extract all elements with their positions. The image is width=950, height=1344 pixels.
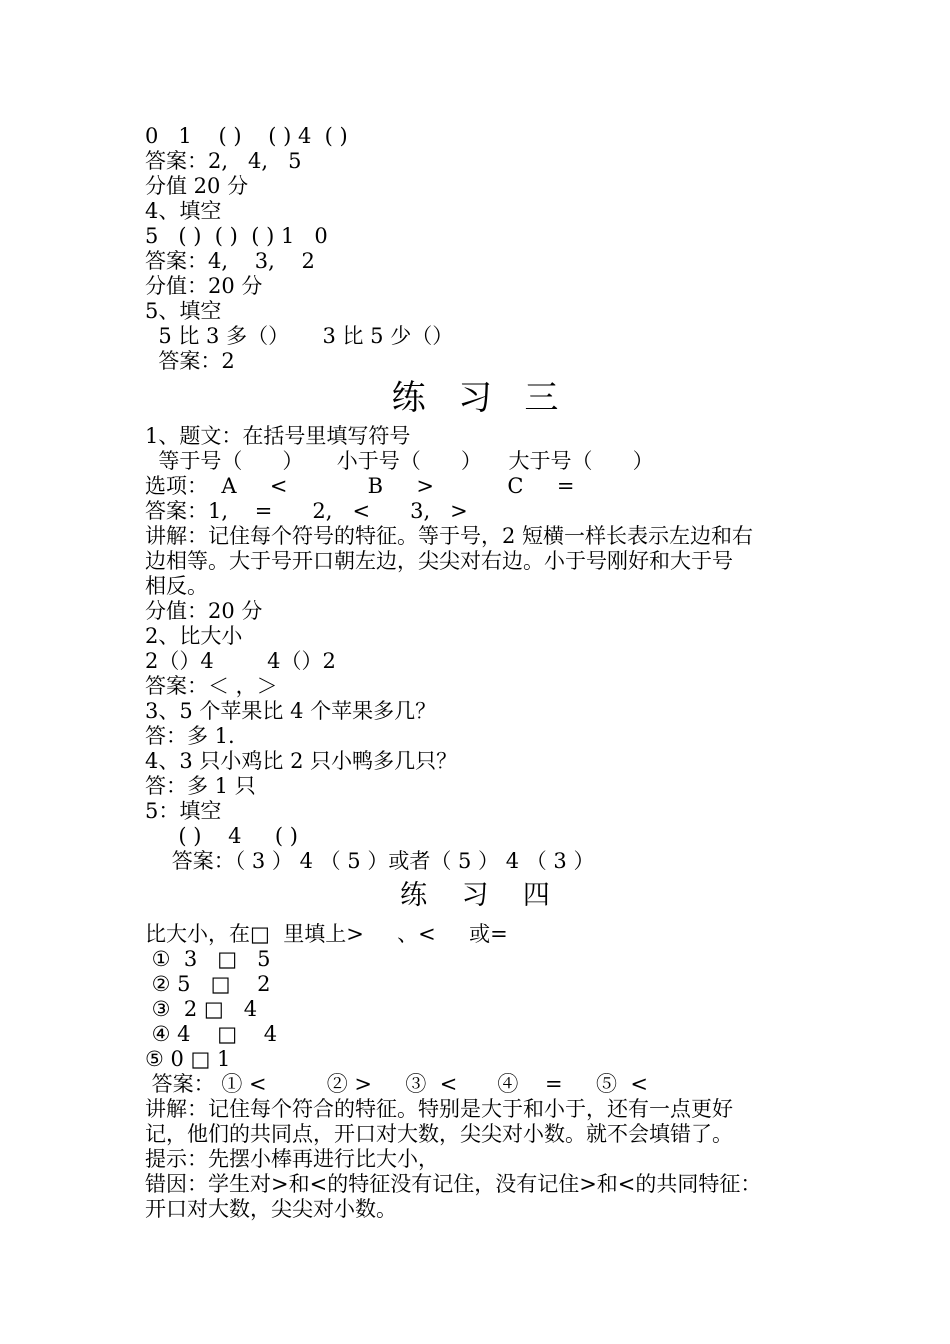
text-line: ② 5 □ 2: [145, 972, 271, 996]
text-line: 答案：2, 4, 5: [145, 149, 302, 173]
section-title-4: 练 习 四: [400, 880, 550, 911]
text-line: 3、5 个苹果比 4 个苹果多几？: [145, 699, 437, 723]
text-line: 分值：20 分: [145, 274, 263, 298]
text-line: 开口对大数，尖尖对小数。: [145, 1197, 397, 1221]
text-line: 边相等。大于号开口朝左边，尖尖对右边。小于号刚好和大于号: [145, 549, 733, 573]
text-line: 答案：1, = 2, < 3, >: [145, 499, 468, 523]
text-line: 1、题文：在括号里填写符号: [145, 424, 411, 448]
text-line: 选项： A < B > C =: [145, 474, 575, 498]
text-line: 答案：＜ ，＞: [145, 674, 278, 698]
text-line: 讲解：记住每个符号的特征。等于号，2 短横一样长表示左边和右: [145, 524, 754, 548]
text-line: 记，他们的共同点，开口对大数，尖尖对小数。就不会填错了。: [145, 1122, 733, 1146]
text-line: 提示：先摆小棒再进行比大小，: [145, 1147, 439, 1171]
text-line: ① 3 □ 5: [145, 947, 271, 971]
text-line: 答案： ① < ② > ③ < ④ = ⑤ <: [145, 1072, 648, 1096]
text-line: 分值：20 分: [145, 599, 263, 623]
text-line: ④ 4 □ 4: [145, 1022, 278, 1046]
text-line: 2、比大小: [145, 624, 243, 648]
text-line: 0 1 ( ) ( ) 4 ( ): [145, 124, 348, 148]
text-line: 5 比 3 多（） 3 比 5 少（）: [145, 324, 454, 348]
text-line: 分值 20 分: [145, 174, 249, 198]
section-title-3: 练 习 三: [391, 378, 559, 418]
text-line: 4、填空: [145, 199, 222, 223]
text-line: 错因：学生对>和<的特征没有记住，没有记住>和<的共同特征：: [145, 1172, 762, 1196]
text-line: 4、3 只小鸡比 2 只小鸭多几只？: [145, 749, 458, 773]
text-line: 答案：（ 3 ） 4 （ 5 ）或者（ 5 ） 4 （ 3 ）: [145, 849, 595, 873]
text-line: 相反。: [145, 574, 208, 598]
text-line: ③ 2 □ 4: [145, 997, 258, 1021]
text-line: 5：填空: [145, 799, 222, 823]
text-line: 答：多 1.: [145, 724, 235, 748]
text-line: 2（）4 4（）2: [145, 649, 336, 673]
text-line: 讲解：记住每个符合的特征。特别是大于和小于，还有一点更好: [145, 1097, 733, 1121]
text-line: 比大小，在□ 里填上> 、< 或=: [145, 922, 508, 946]
text-line: ⑤ 0 □ 1: [145, 1047, 231, 1071]
text-line: 等于号（ ） 小于号（ ） 大于号（ ）: [145, 449, 654, 473]
text-line: ( ) 4 ( ): [145, 824, 298, 848]
text-line: 答案：2: [145, 349, 235, 373]
text-line: 答案：4, 3, 2: [145, 249, 315, 273]
text-line: 5、填空: [145, 299, 222, 323]
text-line: 5 ( ) ( ) ( ) 1 0: [145, 224, 328, 248]
text-line: 答：多 1 只: [145, 774, 256, 798]
